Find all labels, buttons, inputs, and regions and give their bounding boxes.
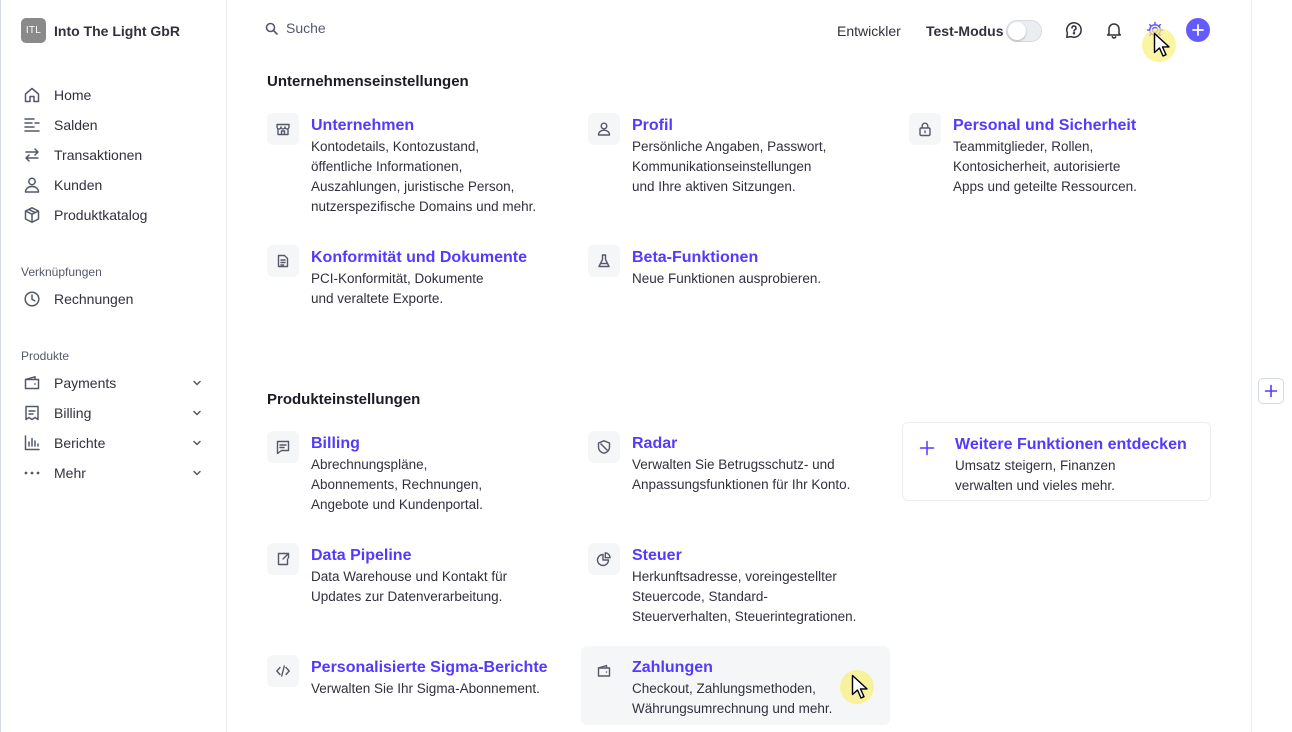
account-name: Into The Light GbR [54, 22, 180, 39]
section-label-shortcuts: Verknüpfungen [21, 265, 102, 279]
card-description: Persönliche Angaben, Passwort, Kommunikationseinstellungen und Ihre aktiven Sitzungen. [632, 139, 827, 194]
user-icon [23, 176, 41, 194]
chevron-down-icon[interactable] [191, 377, 203, 389]
top-bar [227, 0, 1250, 62]
card-discover-more[interactable] [902, 422, 1211, 501]
document-icon [267, 245, 299, 277]
card-team-security[interactable] [909, 113, 1209, 197]
create-button[interactable] [1186, 18, 1210, 42]
card-beta-features[interactable] [588, 245, 888, 289]
card-description: Herkunftsadresse, voreingestellter Steuercode, Standard- Steuerverhalten, Steuerintegrationen. [632, 569, 857, 624]
sidebar-item-label: Payments [54, 375, 117, 391]
card-compliance-documents[interactable] [267, 245, 567, 309]
search-icon [265, 22, 278, 35]
card-title: Konformität und Dokumente [311, 249, 527, 266]
shortcuts-nav [23, 284, 213, 314]
card-title: Weitere Funktionen entdecken [955, 436, 1187, 453]
main-nav [23, 80, 213, 230]
home-icon [23, 86, 41, 104]
card-title: Beta-Funktionen [632, 249, 759, 266]
box-icon [23, 206, 41, 224]
chevron-down-icon[interactable] [191, 467, 203, 479]
sidebar-item-product-catalog[interactable] [23, 200, 213, 230]
section-label-products: Produkte [21, 349, 70, 363]
code-icon [267, 655, 299, 687]
plus-icon [1191, 23, 1205, 37]
plus-icon [911, 432, 943, 464]
card-description: Abrechnungspläne, Abonnements, Rechnungen, Angebote und Kundenportal. [311, 457, 483, 512]
card-title: Unternehmen [311, 117, 415, 134]
store-icon [267, 113, 299, 145]
card-title: Data Pipeline [311, 547, 412, 564]
sidebar-item-home[interactable] [23, 80, 213, 110]
card-profile[interactable] [588, 113, 888, 197]
card-description: Kontodetails, Kontozustand, öffentliche Informationen, Auszahlungen, juristische Person, nutzerspezifische Domains und mehr. [311, 139, 537, 214]
card-description: PCI-Konformität, Dokumente und veraltete Exporte. [311, 271, 484, 306]
card-title: Personal und Sicherheit [953, 117, 1137, 134]
more-dots-icon [23, 464, 41, 482]
company-settings-heading: Unternehmenseinstellungen [267, 73, 469, 90]
card-title: Personalisierte Sigma-Berichte [311, 659, 548, 676]
wallet-icon [588, 655, 620, 687]
developers-link[interactable]: Entwickler [837, 23, 901, 39]
mouse-cursor-icon [851, 674, 871, 700]
sidebar-item-label: Produktkatalog [54, 207, 148, 223]
sidebar-item-label: Berichte [54, 435, 106, 451]
sidebar-item-label: Rechnungen [54, 291, 134, 307]
card-billing[interactable] [267, 431, 567, 515]
card-description: Neue Funktionen ausprobieren. [632, 271, 822, 286]
pie-chart-icon [588, 543, 620, 575]
card-description: Umsatz steigern, Finanzen verwalten und vieles mehr. [955, 458, 1116, 493]
card-description: Checkout, Zahlungsmethoden, Währungsumrechnung und mehr. [632, 681, 833, 716]
balances-icon [23, 116, 41, 134]
sidebar-item-balances[interactable] [23, 110, 213, 140]
data-export-icon [267, 543, 299, 575]
card-radar[interactable] [588, 431, 888, 495]
card-title: Billing [311, 435, 360, 452]
sidebar-item-label: Salden [54, 117, 98, 133]
card-description: Verwalten Sie Betrugsschutz- und Anpassungsfunktionen für Ihr Konto. [632, 457, 851, 492]
card-sigma-reports[interactable] [267, 655, 567, 699]
account-logo: ITL [21, 18, 46, 43]
search-placeholder: Suche [286, 20, 326, 36]
sidebar-item-more[interactable] [23, 458, 213, 488]
card-tax[interactable] [588, 543, 888, 627]
sidebar-item-label: Billing [54, 405, 92, 421]
bar-chart-icon [23, 434, 41, 452]
sidebar-item-label: Home [54, 87, 92, 103]
account-switcher[interactable] [21, 18, 180, 43]
wallet-icon [23, 374, 41, 392]
product-settings-heading: Produkteinstellungen [267, 391, 421, 408]
sidebar [1, 0, 227, 732]
sidebar-item-label: Kunden [54, 177, 103, 193]
billing-icon [267, 431, 299, 463]
side-panel-add-button[interactable] [1258, 378, 1284, 404]
lock-icon [909, 113, 941, 145]
card-description: Verwalten Sie Ihr Sigma-Abonnement. [311, 681, 540, 696]
right-rail-divider [1251, 0, 1252, 732]
card-description: Teammitglieder, Rollen, Kontosicherheit, autorisierte Apps und geteilte Ressourcen. [953, 139, 1137, 194]
chevron-down-icon[interactable] [191, 407, 203, 419]
shield-icon [588, 431, 620, 463]
bell-icon [1105, 21, 1123, 39]
plus-icon [1264, 384, 1278, 398]
notifications-button[interactable] [1104, 20, 1124, 40]
sidebar-item-invoices[interactable] [23, 284, 213, 314]
help-icon [1065, 21, 1083, 39]
sidebar-item-customers[interactable] [23, 170, 213, 200]
card-title: Steuer [632, 547, 682, 564]
products-nav [23, 368, 213, 488]
sidebar-item-label: Transaktionen [54, 147, 143, 163]
card-description: Data Warehouse und Kontakt für Updates zur Datenverarbeitung. [311, 569, 508, 604]
card-data-pipeline[interactable] [267, 543, 567, 607]
sidebar-item-billing[interactable] [23, 398, 213, 428]
sidebar-item-reports[interactable] [23, 428, 213, 458]
user-icon [588, 113, 620, 145]
clock-icon [23, 290, 41, 308]
sidebar-item-label: Mehr [54, 465, 86, 481]
card-title: Radar [632, 435, 678, 452]
test-mode-label: Test-Modus [926, 23, 1004, 39]
flask-icon [588, 245, 620, 277]
transactions-icon [23, 146, 41, 164]
sidebar-item-transactions[interactable] [23, 140, 213, 170]
card-title: Profil [632, 117, 673, 134]
search-input[interactable] [265, 20, 326, 36]
chevron-down-icon[interactable] [191, 437, 203, 449]
billing-icon [23, 404, 41, 422]
card-title: Zahlungen [632, 659, 713, 676]
sidebar-item-payments[interactable] [23, 368, 213, 398]
card-company[interactable] [267, 113, 567, 217]
mouse-cursor-icon [1153, 32, 1173, 58]
help-button[interactable] [1064, 20, 1084, 40]
test-mode-toggle[interactable] [1006, 20, 1042, 42]
toggle-knob [1008, 22, 1026, 40]
